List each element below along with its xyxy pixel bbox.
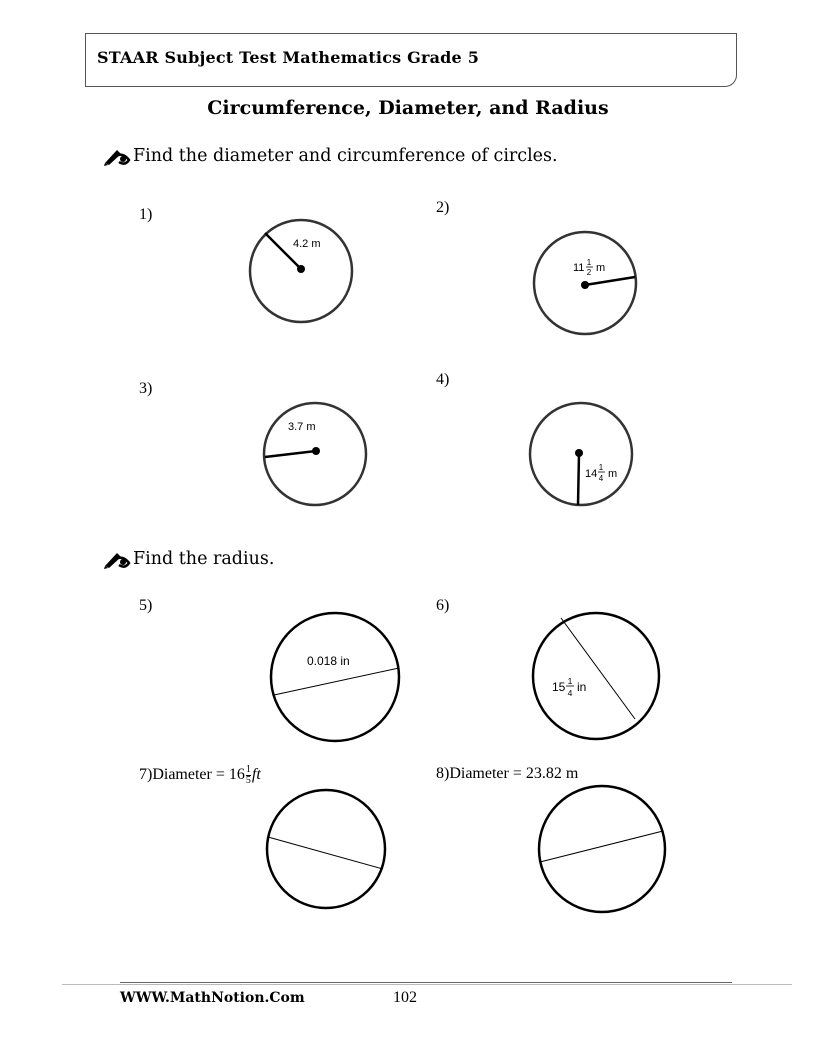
radius-label-1: 4.2 m <box>293 238 321 250</box>
pencil-icon <box>103 146 131 166</box>
circle-5 <box>271 613 399 741</box>
diameter-label-6-whole: 15 <box>552 680 566 694</box>
problem-7-number: 7) <box>139 766 153 784</box>
footer-rule-light <box>62 984 792 985</box>
section2-instruction-text: Find the radius. <box>133 549 275 569</box>
problem-5-number: 5) <box>139 597 153 614</box>
circle-7 <box>267 790 385 908</box>
radius-label-4-den: 4 <box>598 474 604 483</box>
circle-figure-1 <box>248 218 354 324</box>
center-dot-1 <box>297 265 305 273</box>
problem-8-statement: Diameter = 23.82 m <box>449 765 579 782</box>
radius-label-4-unit: m <box>608 468 618 480</box>
circle-6 <box>533 613 659 739</box>
center-dot-4 <box>575 449 583 457</box>
diameter-label-5: 0.018 in <box>307 654 350 668</box>
circle-figure-8 <box>537 787 669 911</box>
footer-rule <box>120 982 732 983</box>
section1-instruction-text: Find the diameter and circumference of circles. <box>133 146 558 166</box>
radius-label-2-whole: 11 <box>573 262 585 274</box>
problem-8-number: 8) <box>436 765 450 782</box>
circle-figure-5 <box>269 611 403 743</box>
pencil-icon <box>103 549 131 569</box>
diameter-label-6-num: 1 <box>567 676 573 686</box>
section1-instruction <box>103 146 558 166</box>
problem-7-unit: ft <box>251 766 261 784</box>
radius-label-2-den: 2 <box>586 268 592 277</box>
center-dot-2 <box>581 281 589 289</box>
radius-label-4-num: 1 <box>598 463 604 472</box>
header-title: STAAR Subject Test Mathematics Grade 5 <box>97 48 480 67</box>
diameter-label-6-unit: in <box>577 680 587 694</box>
footer-site: WWW.MathNotion.Com <box>120 990 305 1006</box>
section2-instruction <box>103 549 274 569</box>
circle-figure-7 <box>265 787 387 911</box>
problem-8-text <box>436 765 578 783</box>
problem-1-number: 1) <box>139 206 153 223</box>
radius-label-2-unit: m <box>596 262 606 274</box>
radius-label-2-num: 1 <box>586 258 592 267</box>
problem-3-number: 3) <box>139 380 153 397</box>
radius-label-3: 3.7 m <box>288 421 316 433</box>
center-dot-3 <box>312 447 320 455</box>
problem-7-frac-den: 5 <box>245 775 251 786</box>
circle-8 <box>539 786 665 912</box>
circle-figure-3 <box>263 402 369 506</box>
problem-2-number: 2) <box>436 199 450 216</box>
circle-figure-6 <box>531 611 661 741</box>
circle-figure-4 <box>528 402 634 508</box>
diameter-label-6-den: 4 <box>567 688 573 698</box>
circle-figure-2 <box>532 230 640 336</box>
problem-4-number: 4) <box>436 371 450 388</box>
radius-line-4 <box>578 453 579 505</box>
page-title: Circumference, Diameter, and Radius <box>207 97 609 119</box>
problem-7-frac-num: 1 <box>245 764 251 775</box>
problem-7-prefix: Diameter = 16 <box>152 766 245 784</box>
footer-page-number: 102 <box>393 989 417 1006</box>
problem-6-number: 6) <box>436 597 450 614</box>
radius-label-4-whole: 14 <box>585 468 598 480</box>
problem-7-fraction <box>246 765 251 786</box>
problem-7-text <box>139 765 261 786</box>
